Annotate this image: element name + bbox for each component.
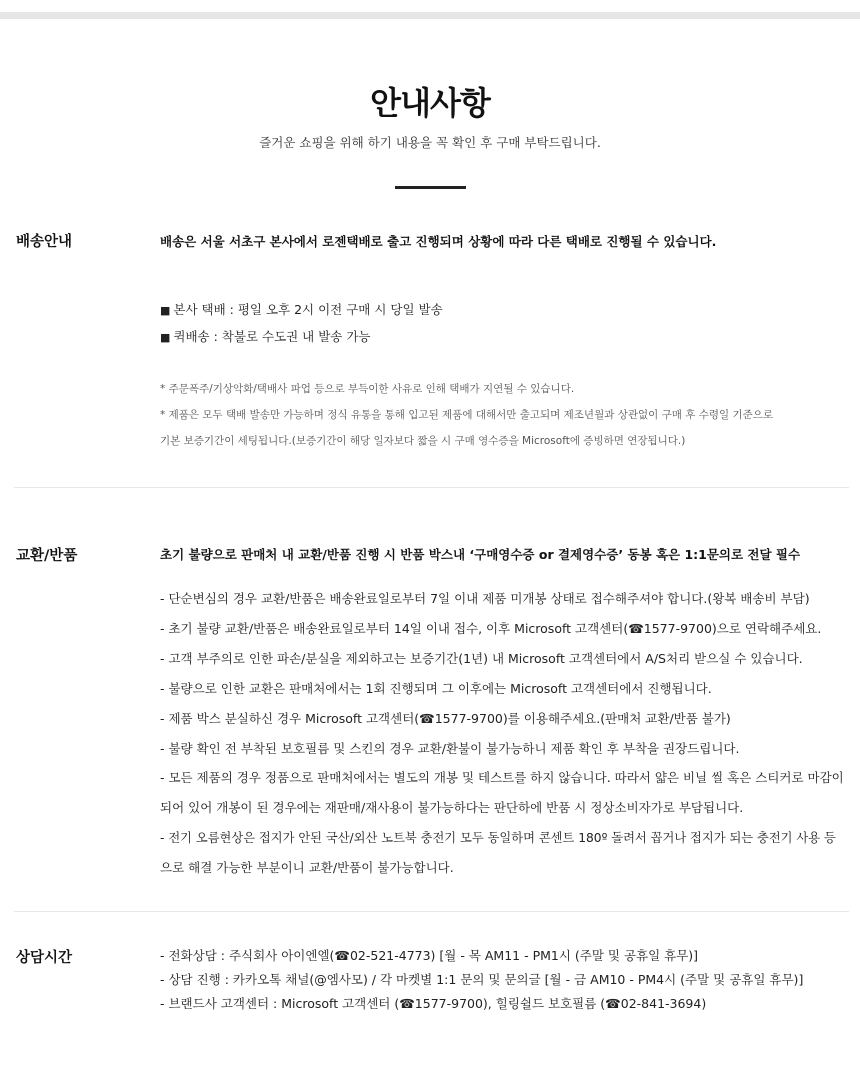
exchange-line: - 불량 확인 전 부착된 보호필름 및 스킨의 경우 교환/환불이 불가능하니 제품 확인 후 부착을 권장드립니다. bbox=[160, 741, 740, 756]
title-underline bbox=[395, 186, 466, 189]
section-label-shipping: 배송안내 bbox=[16, 234, 73, 250]
top-divider-bar bbox=[0, 12, 860, 19]
exchange-line: - 전기 오름현상은 접지가 안된 국산/외산 노트북 충전기 모두 동일하며 콘센트 180º 돌려서 꼽거나 접지가 되는 충전기 사용 등 bbox=[160, 831, 836, 845]
shipping-bullet bbox=[160, 327, 371, 345]
square-bullet-icon: ■ bbox=[160, 331, 171, 344]
shipping-note: 기본 보증기간이 세팅됩니다.(보증기간이 해당 일자보다 짧을 시 구매 영수증을 Microsoft에 증빙하면 연장됩니다.) bbox=[160, 435, 686, 447]
exchange-line: 으로 해결 가능한 부분이니 교환/반품이 불가능합니다. bbox=[160, 860, 454, 875]
section-divider bbox=[14, 487, 849, 488]
square-bullet-icon: ■ bbox=[160, 304, 171, 317]
shipping-bullet-text: 퀵배송 : 착불로 수도권 내 발송 가능 bbox=[173, 329, 371, 344]
exchange-line: - 불량으로 인한 교환은 판매처에서는 1회 진행되며 그 이후에는 Microsoft 고객센터에서 진행됩니다. bbox=[160, 681, 712, 696]
shipping-bullet-text: 본사 택배 : 평일 오후 2시 이전 구매 시 당일 발송 bbox=[173, 302, 443, 317]
section-label-exchange: 교환/반품 bbox=[16, 548, 78, 564]
page-title: 안내사항 bbox=[370, 84, 490, 122]
section-divider bbox=[14, 911, 849, 912]
shipping-bullet bbox=[160, 300, 443, 318]
shipping-note: * 제품은 모두 택배 발송만 가능하며 정식 유통을 통해 입고된 제품에 대해서만 출고되며 제조년월과 상관없이 구매 후 수령일 기준으로 bbox=[160, 409, 774, 421]
page-subtitle: 즐거운 쇼핑을 위해 하기 내용을 꼭 확인 후 구매 부탁드립니다. bbox=[259, 135, 601, 150]
shipping-lead: 배송은 서울 서초구 본사에서 로젠택배로 출고 진행되며 상황에 따라 다른 택배로 진행될 수 있습니다. bbox=[160, 234, 717, 249]
exchange-line: - 단순변심의 경우 교환/반품은 배송완료일로부터 7일 이내 제품 미개봉 상태로 접수해주셔야 합니다.(왕복 배송비 부담) bbox=[160, 591, 810, 606]
exchange-line: - 고객 부주의로 인한 파손/분실을 제외하고는 보증기간(1년) 내 Microsoft 고객센터에서 A/S처리 받으실 수 있습니다. bbox=[160, 651, 803, 666]
consult-line: - 브랜드사 고객센터 : Microsoft 고객센터 (☎1577-9700), 힐링쉴드 보호필름 (☎02-841-3694) bbox=[160, 996, 707, 1011]
exchange-line: - 제품 박스 분실하신 경우 Microsoft 고객센터(☎1577-9700)를 이용해주세요.(판매처 교환/반품 불가) bbox=[160, 711, 731, 726]
exchange-lead: 초기 불량으로 판매처 내 교환/반품 진행 시 반품 박스내 ‘구매영수증 or 결제영수증’ 동봉 혹은 1:1문의로 전달 필수 bbox=[160, 547, 801, 562]
consult-line: - 전화상담 : 주식회사 아이엔엘(☎02-521-4773) [월 - 목 AM11 - PM1시 (주말 및 공휴일 휴무)] bbox=[160, 948, 699, 963]
exchange-line: - 초기 불량 교환/반품은 배송완료일로부터 14일 이내 접수, 이후 Microsoft 고객센터(☎1577-9700)으로 연락해주세요. bbox=[160, 621, 822, 636]
exchange-line: - 모든 제품의 경우 정품으로 판매처에서는 별도의 개봉 및 테스트를 하지 않습니다. 따라서 얇은 비닐 씰 혹은 스티커로 마감이 bbox=[160, 770, 844, 785]
shipping-note: * 주문폭주/기상악화/택배사 파업 등으로 부득이한 사유로 인해 택배가 지연될 수 있습니다. bbox=[160, 383, 575, 395]
section-label-consult: 상담시간 bbox=[16, 950, 73, 966]
consult-line: - 상담 진행 : 카카오톡 채널(@엠사모) / 각 마켓별 1:1 문의 및 문의글 [월 - 금 AM10 - PM4시 (주말 및 공휴일 휴무)] bbox=[160, 972, 804, 987]
exchange-line: 되어 있어 개봉이 된 경우에는 재판매/재사용이 불가능하다는 판단하에 반품 시 정상소비자가로 부담됩니다. bbox=[160, 800, 744, 815]
